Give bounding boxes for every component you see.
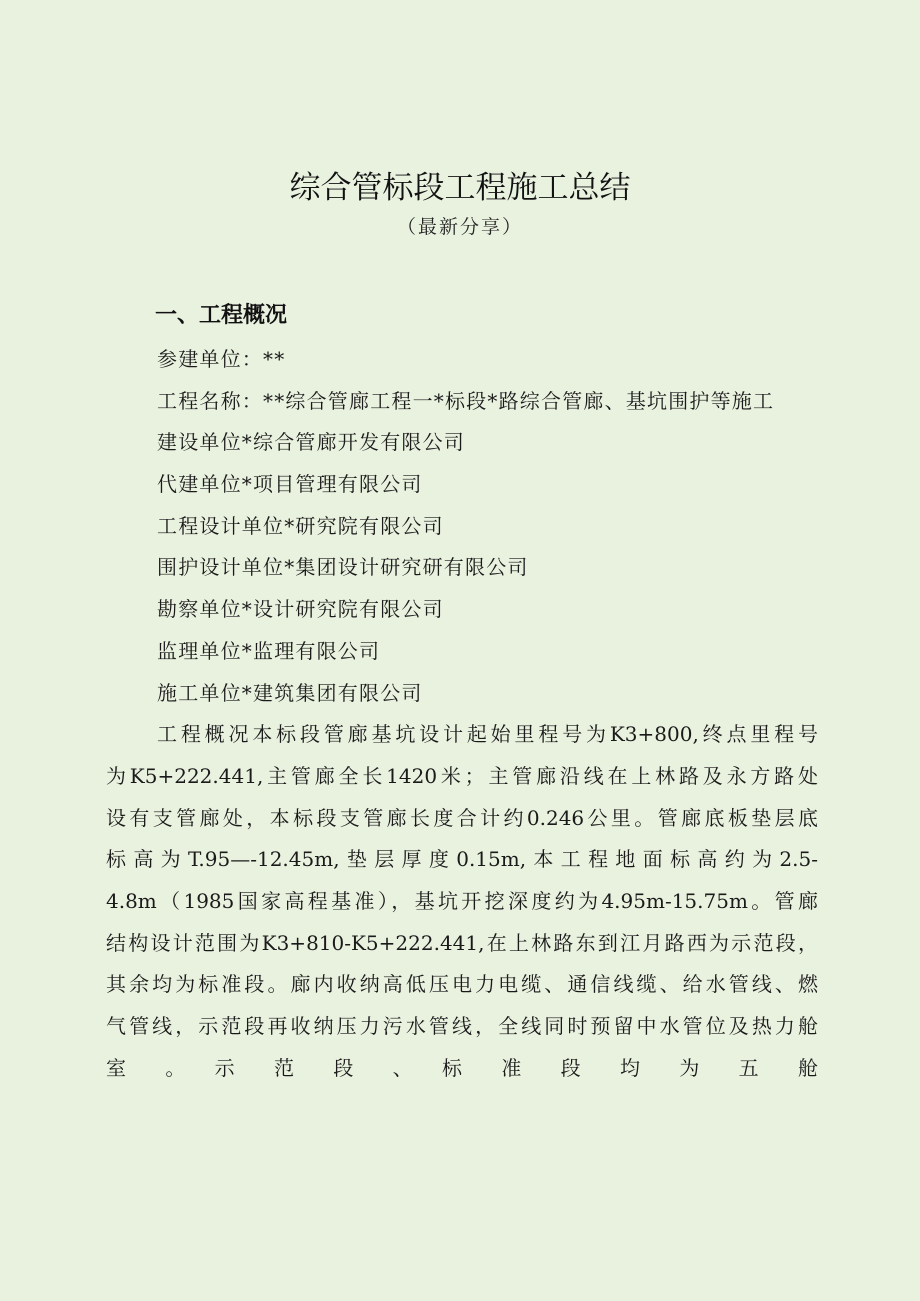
info-line-supervisor: 监理单位*监理有限公司 — [157, 639, 381, 663]
info-line-project-name: 工程名称：**综合管廊工程一*标段*路综合管廊、基坑围护等施工 — [157, 389, 775, 413]
info-line-survey: 勘察单位*设计研究院有限公司 — [157, 597, 444, 621]
overview-line: 设有支管廊处，本标段支管廊长度合计约0.246公里。管廊底板垫层底 — [106, 806, 818, 830]
overview-line: 工程概况本标段管廊基坑设计起始里程号为K3+800,终点里程号 — [157, 722, 818, 746]
document-title: 综合管标段工程施工总结 — [289, 170, 631, 206]
overview-line: 室 。 示 范 段 、 标 准 段 均 为 五 舱 — [106, 1056, 818, 1080]
section-heading: 一、工程概况 — [155, 303, 288, 328]
overview-line: 为K5+222.441,主管廊全长1420米；主管廊沿线在上林路及永方路处 — [106, 764, 818, 788]
overview-line: 其余均为标准段。廊内收纳高低压电力电缆、通信线缆、给水管线、燃 — [106, 972, 818, 996]
overview-line: 结构设计范围为K3+810-K5+222.441,在上林路东到江月路西为示范段， — [106, 931, 818, 955]
overview-line: 标高为T.95—-12.45m,垫层厚度0.15m,本工程地面标高约为2.5- — [106, 847, 818, 871]
overview-line: 气管线，示范段再收纳压力污水管线，全线同时预留中水管位及热力舱 — [106, 1014, 818, 1038]
document-subtitle: （最新分享） — [396, 216, 523, 238]
info-line-owner: 建设单位*综合管廊开发有限公司 — [157, 430, 465, 454]
info-line-agent-builder: 代建单位*项目管理有限公司 — [157, 472, 423, 496]
info-line-participants: 参建单位：** — [157, 347, 286, 371]
info-line-retaining-designer: 围护设计单位*集团设计研究研有限公司 — [157, 555, 529, 579]
info-line-designer: 工程设计单位*研究院有限公司 — [157, 514, 444, 538]
info-line-contractor: 施工单位*建筑集团有限公司 — [157, 681, 423, 705]
overview-line: 4.8m（1985国家高程基准），基坑开挖深度约为4.95m-15.75m。管廊 — [106, 889, 818, 913]
